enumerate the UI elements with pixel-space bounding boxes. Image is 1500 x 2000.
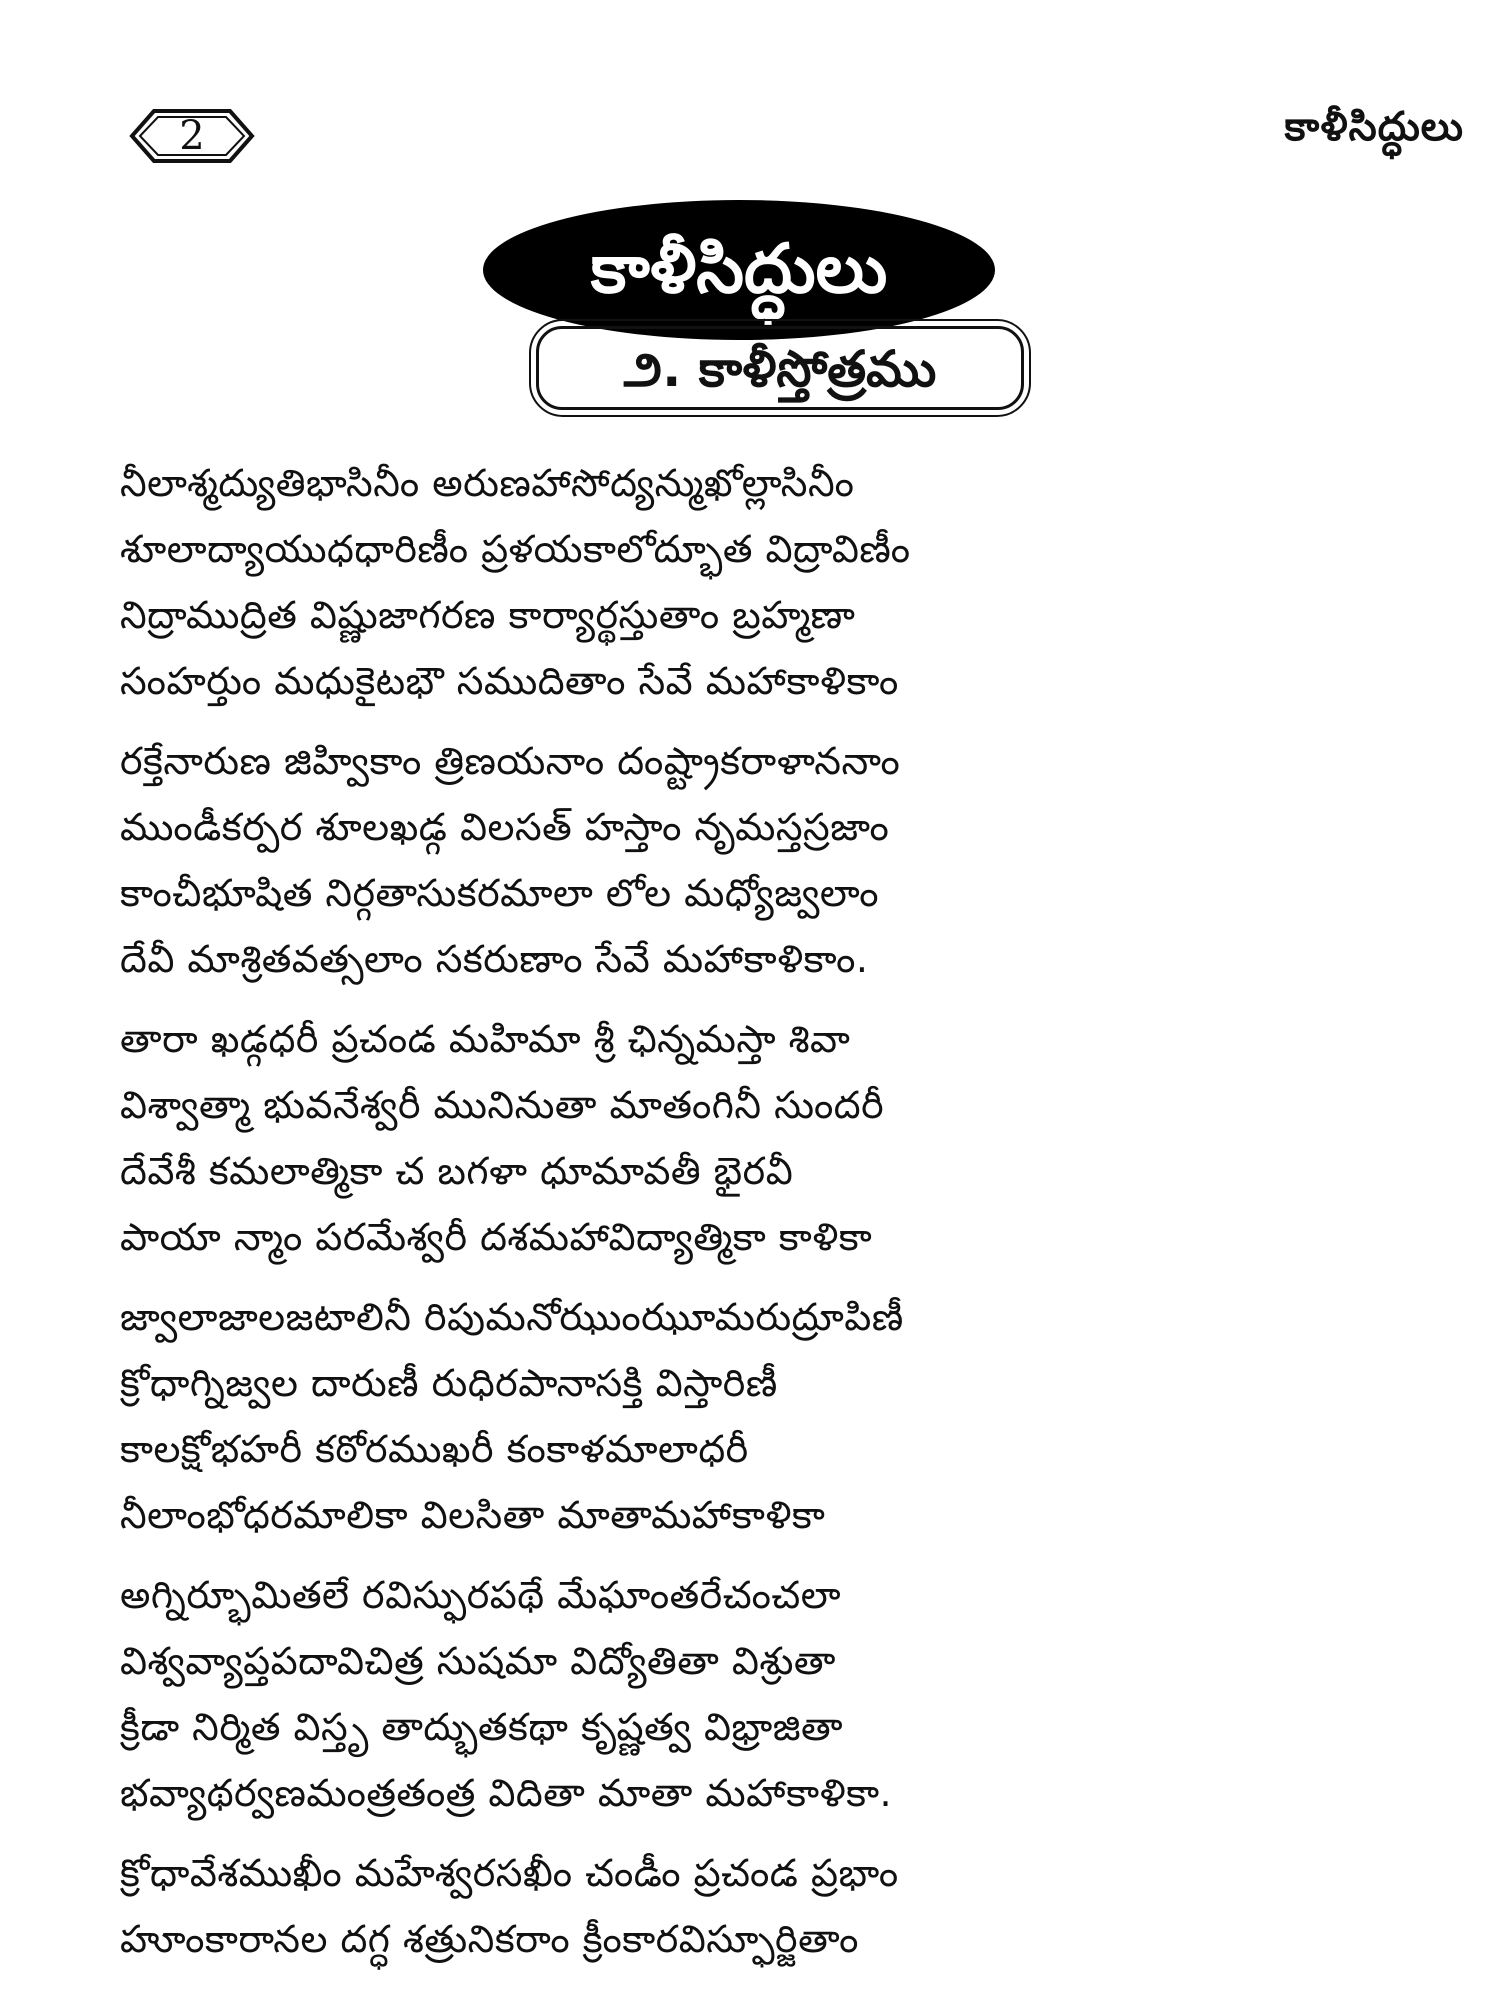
verse-line: భవ్యాథర్వణమంత్రతంత్ర విదితా మాతా మహాకాళికా.: [120, 1771, 893, 1815]
running-header-title: కాళీసిద్ధులు: [1284, 104, 1464, 150]
chapter-title: కాళీసిద్ధులు: [590, 230, 888, 309]
page-number-badge: [128, 108, 256, 164]
verse-line: క్రోధాగ్నిజ్వల దారుణీ రుధిరపానాసక్తి విస్తారిణీ: [120, 1361, 778, 1405]
verse-line: దేవీ మాశ్రితవత్సలాం సకరుణాం సేవే మహాకాళికాం.: [120, 937, 869, 981]
section-title-box: [536, 326, 1024, 410]
stanza: [120, 1006, 1450, 1270]
verse-line: కాలక్షోభహరీ కఠోరముఖరీ కంకాళమాలాధరీ: [120, 1427, 749, 1471]
verse-line: నిద్రాముద్రిత విష్ణుజాగరణ కార్యార్థస్తుతాం బ్రహ్మణా: [120, 593, 856, 637]
verse-line: దేవేశీ కమలాత్మికా చ బగళా ధూమావతీ భైరవీ: [120, 1149, 794, 1193]
verse-line: రక్తేనారుణ జిహ్వికాం త్రిణయనాం దంష్ట్రాకరాళాననాం: [120, 739, 901, 783]
stanza: [120, 450, 1450, 714]
verse-line: శూలాద్యాయుధధారిణీం ప్రళయకాలోద్భూత విద్రావిణీం: [120, 527, 911, 571]
verse-body: [120, 450, 1450, 1986]
verse-line: అగ్నిర్భూమితలే రవిస్ఫురపథే మేఘాంతరేచంచలా: [120, 1573, 842, 1617]
stanza: [120, 1562, 1450, 1826]
verse-line: కాంచీభూషిత నిర్గతాసుకరమాలా లోల మధ్యోజ్వలాం: [120, 871, 880, 915]
verse-line: నీలాంభోధరమాలికా విలసితా మాతామహాకాళికా: [120, 1493, 826, 1537]
verse-line: జ్వాలాజాలజటాలినీ రిపుమనోఝుంఝూమరుద్రూపిణీ: [120, 1295, 904, 1339]
stanza: [120, 728, 1450, 992]
verse-line: విశ్వవ్యాప్తపదావిచిత్ర సుషమా విద్యోతితా విశ్రుతా: [120, 1639, 836, 1683]
verse-line: పాయా న్మాం పరమేశ్వరీ దశమహావిద్యాత్మికా కాళికా: [120, 1215, 873, 1259]
section-title: ౨. కాళీస్తోత్రము: [623, 340, 937, 398]
verse-line: హూంకారానల దగ్ధ శత్రునికరాం క్రీంకారవిస్ఫూర్జితాం: [120, 1917, 859, 1961]
verse-line: విశ్వాత్మా భువనేశ్వరీ మునినుతా మాతంగినీ సుందరీ: [120, 1083, 885, 1127]
verse-line: నీలాశ్మద్యుతిభాసినీం అరుణహాసోద్యన్ముఖోల్లాసినీం: [120, 461, 855, 505]
verse-line: తారా ఖడ్గధరీ ప్రచండ మహిమా శ్రీ ఛిన్నమస్తా శివా: [120, 1017, 851, 1061]
page-number: 2: [179, 113, 205, 159]
verse-line: సంహర్తుం మధుకైటభౌ సముదితాం సేవే మహాకాళికాం: [120, 659, 899, 703]
verse-line: క్రోధావేశముఖీం మహేశ్వరసఖీం చండీం ప్రచండ ప్రభాం: [120, 1851, 899, 1895]
stanza: [120, 1840, 1450, 1972]
verse-line: ముండీకర్పర శూలఖడ్గ విలసత్ హస్తాం నృమస్తస్రజాం: [120, 805, 890, 849]
verse-line: క్రీడా నిర్మిత విస్తృ తాద్భుతకథా కృష్ణత్వ విభ్రాజితా: [120, 1705, 844, 1749]
stanza: [120, 1284, 1450, 1548]
